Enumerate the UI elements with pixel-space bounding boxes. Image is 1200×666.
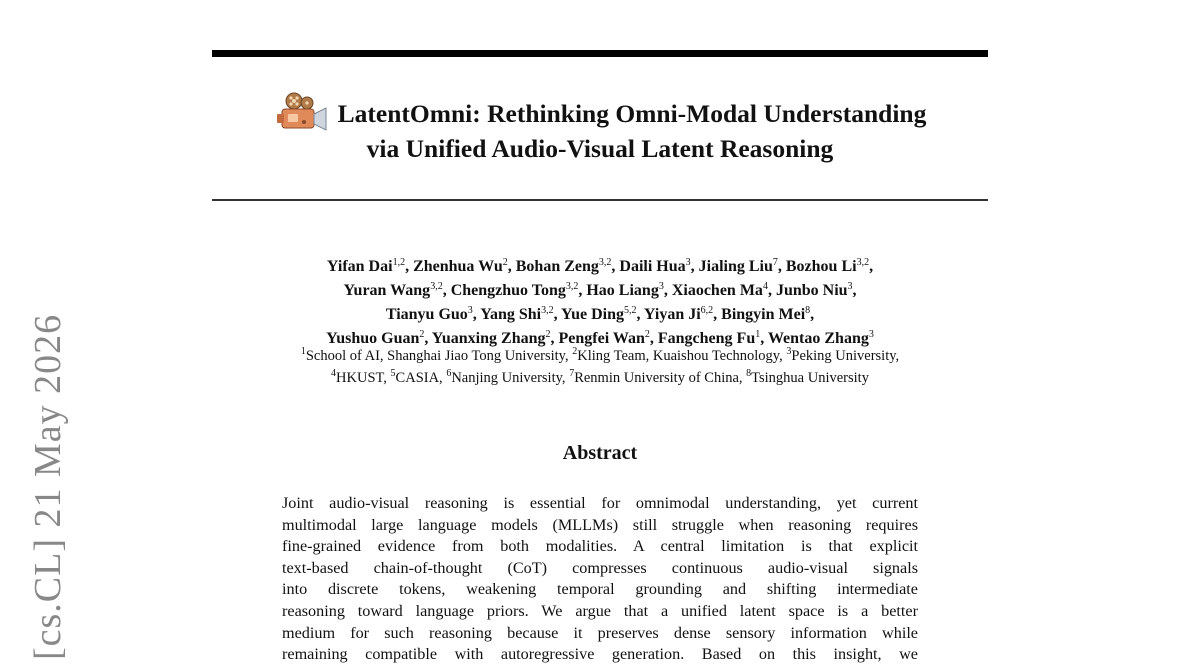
abstract-line: Joint audio-visual reasoning is essential for omnimodal understanding, yet current (282, 494, 918, 512)
author-affiliation-mark: 3 (847, 281, 853, 292)
author-name: Chengzhuo Tong (450, 282, 566, 299)
abstract-line: reasoning toward language priors. We argue that a unified latent space is a better (282, 601, 918, 620)
affiliation-mark: 4 (331, 368, 337, 379)
author-separator: , (777, 258, 786, 275)
abstract-line: fine-grained evidence from both modalities. A central limitation is that explicit (282, 537, 918, 556)
author-separator: , (550, 330, 559, 347)
top-rule (212, 50, 988, 57)
abstract-line: remaining compatible with autoregressive generation. Based on this insight, we (282, 645, 918, 664)
author-name: Yiyan Ji (643, 306, 701, 323)
affiliation-mark: 2 (572, 346, 578, 357)
author-separator: , (869, 258, 874, 275)
author-separator: , (405, 258, 414, 275)
abstract-heading: Abstract (562, 442, 638, 464)
affiliation-mark: 7 (569, 368, 575, 379)
author-name: Yifan Dai (326, 258, 393, 275)
author-affiliation-mark: 7 (772, 257, 778, 268)
author-separator: , (767, 282, 776, 299)
author-affiliation-mark: 1 (755, 329, 761, 340)
author-affiliation-mark: 3,2 (598, 257, 612, 268)
author-affiliation-mark: 1,2 (392, 257, 406, 268)
title-line-2: via Unified Audio-Visual Latent Reasoning (366, 134, 834, 163)
author-separator: , (852, 282, 857, 299)
author-name: Zhenhua Wu (413, 258, 503, 275)
abstract-line: multimodal large language models (MLLMs) still struggle when reasoning requires (282, 515, 918, 534)
author-separator: , (611, 258, 620, 275)
affiliation-name: Renmin University of China, (574, 370, 747, 386)
author-name: Bohan Zeng (515, 258, 599, 275)
author-list (212, 255, 988, 351)
affiliation-mark: 1 (300, 346, 306, 357)
author-affiliation-mark: 4 (762, 281, 768, 292)
abstract-line: into discrete tokens, weakening temporal grounding and shifting intermediate (282, 580, 918, 599)
affiliation-line (180, 367, 1020, 389)
author-name: Hao Liang (586, 282, 659, 299)
author-name: Jialing Liu (698, 258, 773, 275)
author-name: Xiaochen Ma (671, 282, 763, 299)
author-affiliation-mark: 6,2 (700, 305, 714, 316)
abstract-line: medium for such reasoning because it preserves dense sensory information while (282, 623, 918, 642)
author-name: Fangcheng Fu (657, 330, 756, 347)
author-separator: , (507, 258, 516, 275)
author-name: Yang Shi (480, 306, 542, 323)
affiliation-line (180, 345, 1020, 367)
author-affiliation-mark: 3 (658, 281, 664, 292)
author-affiliation-mark: 8 (805, 305, 811, 316)
author-separator: , (578, 282, 587, 299)
author-separator: , (442, 282, 451, 299)
author-separator: , (713, 306, 722, 323)
author-separator: , (663, 282, 672, 299)
author-name: Bingyin Mei (721, 306, 806, 323)
abstract-line: text-based chain-of-thought (CoT) compresses continuous audio-visual signals (282, 558, 918, 577)
affiliation-name: HKUST, (336, 370, 391, 386)
author-name: Tianyu Guo (385, 306, 468, 323)
affiliation-name: School of AI, Shanghai Jiao Tong University, (305, 348, 573, 364)
author-separator: , (760, 330, 768, 347)
arxiv-stamp: [cs.CL] 21 May 2026 (27, 313, 69, 660)
author-name: Yushuo Guan (326, 330, 420, 347)
author-line (212, 255, 988, 279)
author-name: Pengfei Wan (558, 330, 645, 347)
author-separator: , (424, 330, 432, 347)
author-name: Yuran Wang (343, 282, 431, 299)
author-line (212, 303, 988, 327)
author-affiliation-mark: 2 (502, 257, 508, 268)
author-separator: , (636, 306, 644, 323)
affiliation-name: Nanjing University, (451, 370, 570, 386)
author-name: Wentao Zhang (767, 330, 869, 347)
affiliation-name: Tsinghua University (751, 370, 869, 386)
author-separator: , (649, 330, 658, 347)
author-name: Daili Hua (619, 258, 686, 275)
author-affiliation-mark: 2 (419, 329, 425, 340)
author-affiliation-mark: 3 (685, 257, 691, 268)
author-line (212, 279, 988, 303)
author-affiliation-mark: 3 (467, 305, 473, 316)
author-affiliation-mark: 3,2 (856, 257, 870, 268)
affiliation-mark: 8 (746, 368, 752, 379)
affiliations (180, 345, 1020, 389)
author-affiliation-mark: 2 (545, 329, 551, 340)
author-name: Yue Ding (561, 306, 624, 323)
abstract-body (282, 493, 918, 666)
author-affiliation-mark: 3,2 (565, 281, 579, 292)
affiliation-mark: 6 (446, 368, 452, 379)
author-affiliation-mark: 3 (868, 329, 874, 340)
affiliation-name: Kling Team, Kuaishou Technology, (577, 348, 787, 364)
affiliation-name: CASIA, (395, 370, 447, 386)
affiliation-mark: 5 (390, 368, 396, 379)
film-camera-icon (274, 92, 328, 132)
author-name: Yuanxing Zhang (431, 330, 546, 347)
affiliation-mark: 3 (786, 346, 792, 357)
author-affiliation-mark: 2 (644, 329, 650, 340)
author-affiliation-mark: 5,2 (624, 305, 637, 316)
author-affiliation-mark: 3,2 (430, 281, 443, 292)
title-rule (212, 199, 988, 201)
author-separator: , (553, 306, 562, 323)
author-separator: , (690, 258, 699, 275)
author-separator: , (472, 306, 481, 323)
paper-title (212, 92, 988, 166)
author-affiliation-mark: 3,2 (541, 305, 554, 316)
author-name: Junbo Niu (775, 282, 848, 299)
author-name: Bozhou Li (785, 258, 857, 275)
author-separator: , (810, 306, 815, 323)
affiliation-name: Peking University, (791, 348, 900, 364)
title-line-1: LatentOmni: Rethinking Omni-Modal Understanding (212, 92, 988, 132)
